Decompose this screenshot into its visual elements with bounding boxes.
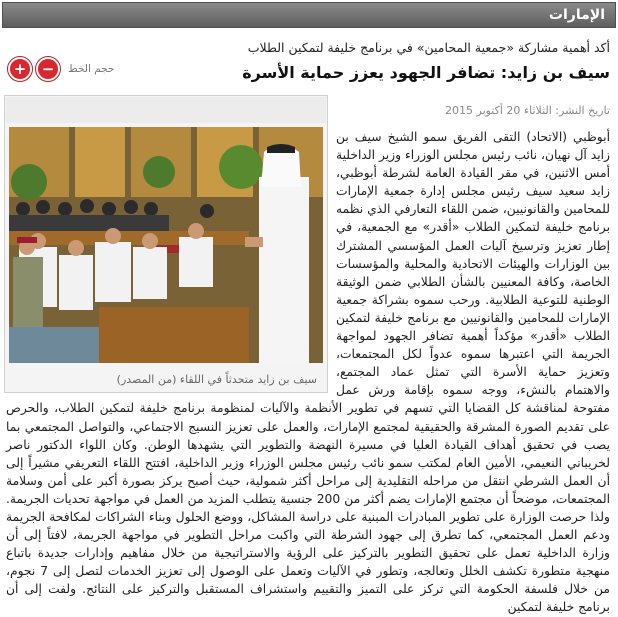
- article-headline: سيف بن زايد: تضافر الجهود يعزز حماية الأسرة: [242, 63, 610, 82]
- section-header-bar: [2, 2, 616, 28]
- article-body: [6, 128, 610, 617]
- publish-date: تاريخ النشر: الثلاثاء 20 أكتوبر 2015: [445, 104, 610, 117]
- font-increase-button[interactable]: +: [8, 57, 32, 81]
- font-size-label: حجم الخط: [68, 63, 115, 75]
- section-title[interactable]: الإمارات: [548, 7, 605, 23]
- article-text: أبوظبي (الاتحاد) التقى الفريق سمو الشيخ سيف بن زايد آل نهيان، نائب رئيس مجلس الوزراء وزير الداخلية أمس الاثنين، في مقر القيادة العامة لشرطة أبوظبي، زايد سعيد سيف رئيس مجلس إدارة جمعية الإمارات للمحامين والقانونيين، ضمن اللقاء التعارفي الذي نظمه برنامج خليفة لتمكين الطلاب «أقدر» مع الجمعية، في إطار تعزيز وترسيخ آليات العمل المؤسسي المشترك بين الوزارات والهيئات الاتحادية والمحلية والمؤسسات الخاصة، وكافة المعنيين بالشأن الطلابي ضمن الوثيقة الوطنية للتوعية الطلابية. ورحب سموه بشراكة جمعية الإمارات للمحامين والقانونيين مع برنامج خليفة لتمكين الطلاب «أقدر» مؤكداً أهمية تضافر الجهود لمواجهة الجريمة التي اعتبرها سموه عدواً لكل المجتمعات، وتعزيز حماية الأسرة التي تمثل عماد المجتمع، والاهتمام بالنشء، ووجه سموه بإقامة ورش عمل مفتوحة لمناقشة كل القضايا التي تسهم في تطوير الأنظمة والآليات لمنظومة برنامج خليفة لتمكين الطلاب، والحرص على تقديم الصورة المشرقة والحقيقية لمجتمع الإمارات، والعمل على تعزيز النسيج الاجتماعي، والتواصل المجتمعي بما يصب في تحقيق أهداف القيادة العليا في مسيرة النهضة والتطوير التي يشهدها الوطن. وكان اللواء الدكتور ناصر لخريباني النعيمي، الأمين العام لمكتب سمو نائب رئيس مجلس الوزراء وزير الداخلية، افتتح اللقاء التعريفي مشيراً إلى أن العمل الشرطي انتقل من مراحله التقليدية إلى مراحل أكثر شمولية، حيث أصبح يركز بصورة أكبر على أمن وسلامة المجتمعات، موضحاً أن مجتمع الإمارات يضم أكثر من 200 جنسية يتطلب المزيد من العمل في مواجهة تحديات الجريمة. ولذا حرصت الوزارة على تطوير المبادرات المبنية على دراسة المشاكل، ووضع الحلول وبناء الشراكات لمكافحة الجريمة ودعم العمل المجتمعي، كما تطرق إلى جهود الشرطة التي واكبت مراحل التطوير في مواجهة الجريمة، لافتاً إلى أن وزارة الداخلية تعمل على تحقيق التطوير بالتركيز على الرؤية والاستراتيجية من خلال مفاهيم وإدارات جديدة باتباع منهجية متطورة تكشف الخلل وتعالجه، وتطور في الآليات وتعمل على الوصول إلى تعزيز الخدمات لتصل إلى 7 نجوم، من خلال فلسفة الحكومة التي تركز على التميز والتقييم واستشراف المستقبل والتركيز على النتائج. ولفت إلى أن برنامج خليفة لتمكين: [6, 130, 611, 615]
- font-size-controls: [8, 58, 114, 80]
- article-kicker: أكد أهمية مشاركة «جمعية المحامين» في برنامج خليفة لتمكين الطلاب: [247, 40, 610, 55]
- image-float-spacer: [6, 128, 336, 396]
- image-caption: سيف بن زايد متحدثاً في اللقاء (من المصدر): [116, 373, 317, 386]
- font-decrease-button[interactable]: −: [36, 57, 60, 81]
- image-top-strip: [6, 97, 326, 123]
